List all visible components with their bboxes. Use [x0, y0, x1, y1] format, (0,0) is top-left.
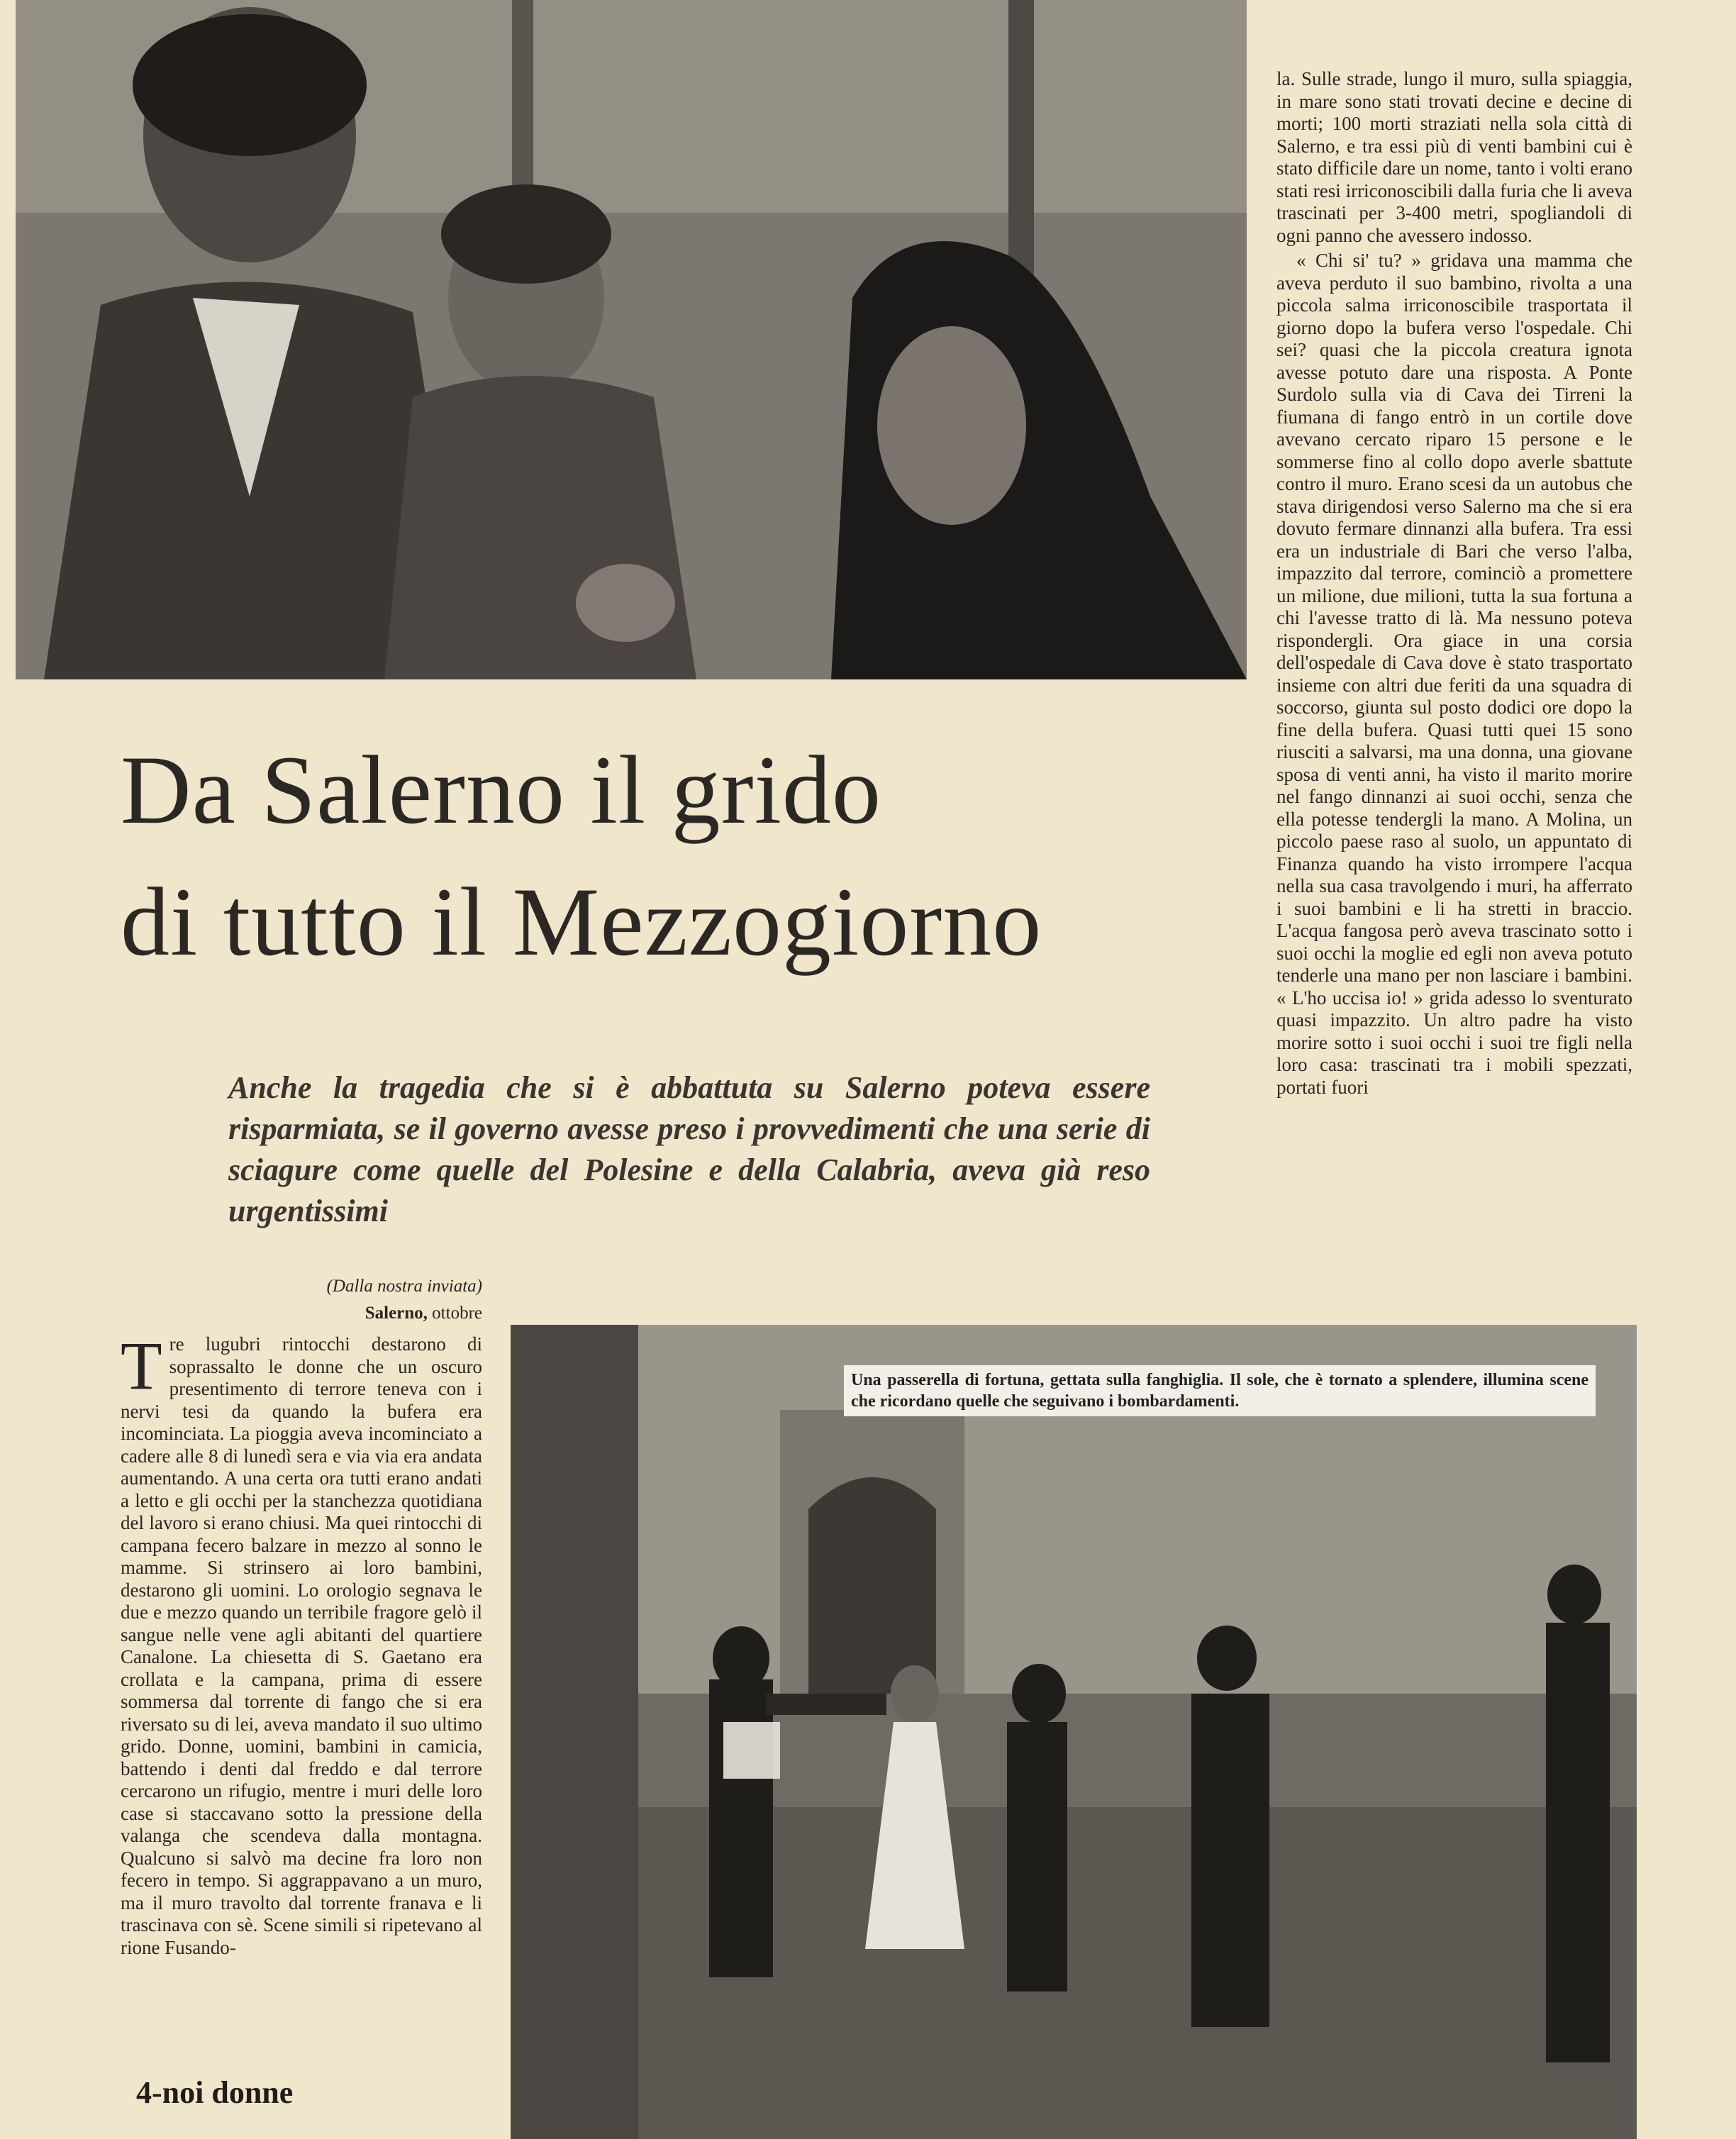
subheadline: Anche la tragedia che si è abbattuta su Salerno poteva essere risparmiata, se il governo avesse preso i provvedimenti che una serie di sciagure come quelle del Polesine e della Calabria, aveva già reso urgentissimi: [228, 1070, 1150, 1228]
headline-line-1: Da Salerno il grido: [121, 735, 881, 844]
footer-separator: -: [152, 2075, 162, 2110]
headline-line-2: di tutto il Mezzogiorno: [121, 867, 1042, 976]
right-paragraph-2: « Chi si' tu? » gridava una mamma che aveva perduto il suo bambino, rivolta a una piccola salma irriconoscibile trasportata il giorno dopo la bufera verso l'ospedale. Chi sei? quasi che la piccola creatura ignota avesse potuto dare una risposta. A Ponte Surdolo sulla via di Cava dei Tirreni la fiumana di fango entrò in un cortile dove avevano cercato riparo 15 persone e le sommerse fino al collo dopo averle sbattute contro il muro. Erano scesi da un autobus che stava dirigendosi verso Salerno ma che si era dovuto fermare dinnanzi alla bufera. Tra essi era un industriale di Bari che verso l'alba, impazzito dal terrore, cominciò a promettere un milione, due milioni, tutta la sua fortuna a chi l'avesse tratto di là. Ma nessuno poteva rispondergli. Ora giace in una corsia dell'ospedale di Cava dove è stato trasportato insieme con altri due feriti da una squadra di soccorso, giunta sul posto dodici ore dopo la fine della bufera. Quasi tutti quei 15 sono riusciti a salvarsi, ma una donna, una giovane sposa di venti anni, ha visto il marito morire nel fango dinnanzi ai suoi occhi, senza che ella potesse tendergli la mano. A Molina, un piccolo paese raso al suolo, un appuntato di Finanza quando ha visto irrompere l'acqua nella sua casa travolgendo i muri, ha afferrato i suoi bambini e li ha stretti in braccio. L'acqua fangosa però aveva trascinato sotto i suoi occhi la moglie ed egli non aveva potuto tenderle una mano per non lasciare i bambini. « L'ho uccisa io! » grida adesso lo sventurato quasi impazzito. Un altro padre ha visto morire sotto i suoi occhi i suoi tre figli nella loro casa: trascinati tra i mobili spezzati, portati fuori: [1276, 250, 1632, 1098]
magazine-name: noi donne: [162, 2075, 294, 2110]
drop-cap: T: [121, 1328, 162, 1404]
bottom-photo: [511, 1325, 1637, 2139]
top-photo: [16, 0, 1247, 679]
page-number: 4: [136, 2075, 152, 2110]
left-paragraph-1-text: re lugubri rintocchi destarono di soprassalto le donne che un oscuro presentimento di terrore teneva con i nervi tesi da quando la bufera era incominciata. La pioggia aveva incominciato a cadere alle 8 di lunedì sera e via via era andata aumentando. A una certa ora tutti erano andati a letto e gli occhi per la stanchezza quotidiana del lavoro si erano chiusi. Ma quei rintocchi di campana fecero balzare in mezzo al sonno le mamme. Si strinsero ai loro bambini, destarono gli uomini. Lo orologio segnava le due e mezzo quando un terribile fragore gelò il sangue nelle vene agli abitanti del quartiere Canalone. La chiesetta di S. Gaetano era crollata e la campana, prima di essere sommersa dal torrente di fango che si era riversato su di lei, aveva mandato il suo ultimo grido. Donne, uomini, bambini in camicia, battendo i denti dal freddo e dal terrore cercarono un rifugio, mentre i muri delle loro case si staccavano sotto la pressione della valanga che scendeva dalla montagna. Qualcuno si salvò ma decine fra loro non fecero in tempo. Si aggrappavano a un muro, ma il muro travolto dal torrente franava e li trascinava con sè. Scene simili si ripetevano al rione Fusando-: [121, 1333, 482, 1958]
byline: (Dalla nostra inviata): [326, 1277, 482, 1296]
top-photo-illustration: [16, 0, 1247, 679]
bottom-photo-illustration: [511, 1325, 1637, 2139]
left-text-column: [121, 1328, 482, 1959]
right-text-column: [1276, 68, 1632, 1099]
dateline: [257, 1304, 482, 1323]
photo-caption: Una passerella di fortuna, gettata sulla fanghiglia. Il sole, che è tornato a splendere, illumina scene che ricordano quelle che seguivano i bombardamenti.: [844, 1365, 1596, 1416]
right-paragraph-1: la. Sulle strade, lungo il muro, sulla spiaggia, in mare sono stati trovati decine e decine di morti; 100 morti straziati nella sola città di Salerno, e tra essi più di venti bambini cui è stato difficile dare un nome, tanto i volti erano stati resi irriconoscibili dalla furia che li aveva trascinati per 3-400 metri, spogliandoli di ogni panno che avessero indosso.: [1276, 68, 1632, 246]
headline: [121, 735, 1255, 976]
dateline-place: Salerno,: [365, 1304, 428, 1323]
page-footer: [136, 2074, 293, 2111]
left-paragraph-1: [121, 1328, 482, 1959]
dateline-month: ottobre: [432, 1304, 482, 1323]
